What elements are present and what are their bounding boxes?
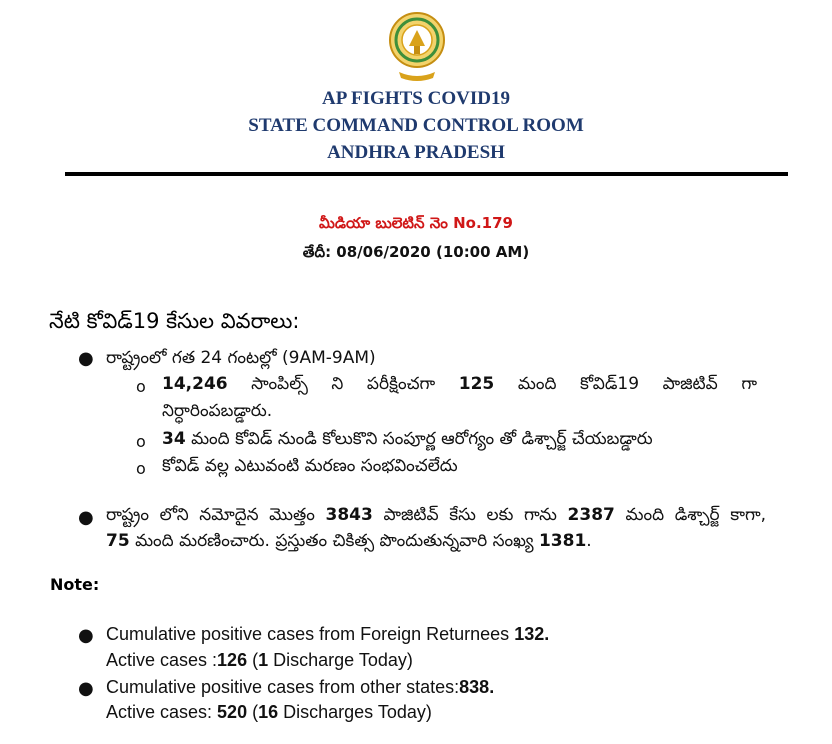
note-2-paren: (: [247, 702, 259, 722]
bullet-2-text-d: మంది మరణించారు. ప్రస్తుతం చికిత్స పొందుతున్నవారి సంఖ్య: [129, 531, 539, 551]
ap-emblem-logo: [389, 10, 445, 82]
note-2-active-label: Active cases:: [106, 702, 218, 722]
note-1-line-2: [106, 650, 413, 671]
note-2-discharge-text: Discharges Today): [278, 702, 432, 722]
bullet-2-text-c: మంది డిశ్చార్జ్ కాగా,: [614, 505, 767, 525]
recovered-count: 34: [162, 429, 186, 449]
positive-count: 125: [458, 374, 495, 394]
bullet-icon: ●: [78, 507, 94, 528]
foreign-returnees-count: 132.: [514, 624, 550, 644]
total-positive: 3843: [325, 505, 373, 525]
sub-bullet-2-text: మంది కోవిడ్ నుండి కోలుకొని సంపూర్ణ ఆరోగ్యం తో డిశ్చార్జ్ చేయబడ్డారు: [185, 429, 653, 449]
samples-count: 14,246: [162, 374, 228, 394]
header-line-3: ANDHRA PRADESH: [327, 142, 505, 163]
foreign-discharge-count: 1: [258, 650, 269, 670]
bullet-2-text-b: పాజిటివ్ కేసు లకు గాను: [372, 505, 568, 525]
note-1-text: Cumulative positive cases from Foreign Returnees: [106, 624, 515, 644]
other-states-discharge-count: 16: [258, 702, 279, 722]
other-states-active-count: 520: [217, 702, 248, 722]
sub-bullet-1-text-b: మంది కోవిడ్19 పాజిటివ్ గా: [494, 374, 758, 394]
bullet-2-line-1: [106, 505, 766, 529]
bullet-2-text-a: రాష్ట్రం లోని నమోదైన మొత్తం: [106, 505, 326, 525]
sub-bullet-icon: o: [136, 432, 146, 451]
date-label: తేదీ: [302, 243, 326, 261]
bullet-2-text-e: .: [586, 531, 592, 551]
header-line-1: AP FIGHTS COVID19: [322, 88, 510, 109]
sub-bullet-3: కోవిడ్ వల్ల ఎటువంటి మరణం సంభవించలేదు: [162, 456, 458, 476]
bullet-1-text: రాష్ట్రంలో గత 24 గంటల్లో (9AM-9AM): [106, 348, 376, 368]
bullet-icon: ●: [78, 348, 94, 369]
sub-bullet-2: [162, 429, 653, 453]
sub-bullet-icon: o: [136, 459, 146, 478]
header-divider: [65, 172, 788, 176]
note-1-active-label: Active cases :: [106, 650, 218, 670]
bullet-2-line-2: [106, 531, 592, 555]
total-deaths: 75: [106, 531, 130, 551]
foreign-active-count: 126: [217, 650, 248, 670]
total-discharged: 2387: [567, 505, 615, 525]
note-2-line-1: [106, 677, 494, 698]
bulletin-date: [0, 243, 832, 265]
note-1-line-1: [106, 624, 549, 645]
sub-bullet-1-text-a: సాంపిల్స్ ని పరీక్షించగా: [227, 374, 459, 394]
header-line-2: STATE COMMAND CONTROL ROOM: [248, 115, 584, 136]
bullet-icon: ●: [78, 678, 94, 699]
note-label: Note:: [50, 575, 100, 594]
sub-bullet-1-line-1: [162, 374, 757, 398]
note-1-paren: (: [247, 650, 259, 670]
note-2-line-2: [106, 702, 432, 723]
note-2-text: Cumulative positive cases from other states:: [106, 677, 460, 697]
sub-bullet-icon: o: [136, 377, 146, 396]
sub-bullet-1-line-2: నిర్ధారింపబడ్డారు.: [162, 401, 273, 421]
other-states-count: 838.: [459, 677, 495, 697]
section-title: నేటి కోవిడ్19 కేసుల వివరాలు:: [49, 309, 300, 333]
active-count: 1381: [538, 531, 587, 551]
date-value: : 08/06/2020 (10:00 AM): [325, 243, 530, 261]
bullet-icon: ●: [78, 625, 94, 646]
bulletin-title: మీడియా బులెటిన్ నెం No.179: [319, 214, 513, 232]
note-1-discharge-text: Discharge Today): [268, 650, 413, 670]
